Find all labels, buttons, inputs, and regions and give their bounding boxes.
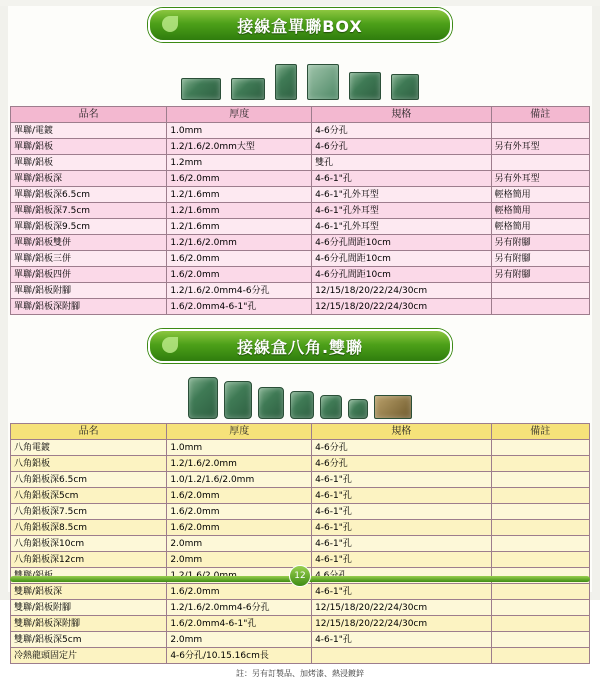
cell-remark: 另有附腳 — [491, 235, 589, 251]
cell-spec: 4-6分孔間距10cm — [312, 251, 491, 267]
product-photo — [320, 395, 342, 419]
cell-thickness: 1.6/2.0mm — [167, 520, 312, 536]
table-row — [11, 139, 590, 155]
cell-spec: 4-6-1"孔 — [312, 584, 491, 600]
cell-remark — [491, 440, 589, 456]
cell-remark — [491, 504, 589, 520]
cell-spec: 4-6-1"孔 — [312, 488, 491, 504]
cell-name: 單聯/電鍍 — [11, 123, 167, 139]
product-photo — [348, 399, 368, 419]
cell-remark — [491, 520, 589, 536]
section-banner-2 — [148, 329, 452, 363]
cell-spec: 4-6-1"孔 — [312, 504, 491, 520]
table-row — [11, 488, 590, 504]
cell-remark — [491, 283, 589, 299]
cell-thickness: 4-6分孔/10.15.16cm長 — [167, 648, 312, 664]
product-photo — [181, 78, 221, 100]
column-header-remark: 備註 — [491, 107, 589, 123]
cell-spec: 12/15/18/20/22/24/30cm — [312, 283, 491, 299]
cell-thickness: 1.6/2.0mm4-6-1"孔 — [167, 616, 312, 632]
page-footer-bar — [10, 566, 590, 586]
cell-thickness: 1.2/1.6mm — [167, 219, 312, 235]
column-header-name: 品名 — [11, 107, 167, 123]
cell-spec: 12/15/18/20/22/24/30cm — [312, 616, 491, 632]
cell-spec: 4-6-1"孔 — [312, 472, 491, 488]
cell-name: 八角電鍍 — [11, 440, 167, 456]
column-header-remark: 備註 — [491, 424, 589, 440]
page-number: 12 — [289, 565, 311, 587]
cell-name: 八角鋁板深6.5cm — [11, 472, 167, 488]
cell-spec: 4-6分孔 — [312, 456, 491, 472]
product-photo-strip-2 — [10, 371, 590, 419]
table-row — [11, 235, 590, 251]
cell-spec: 4-6-1"孔 — [312, 632, 491, 648]
cell-thickness: 1.2mm — [167, 155, 312, 171]
cell-thickness: 2.0mm — [167, 632, 312, 648]
column-header-thickness: 厚度 — [167, 107, 312, 123]
cell-name: 雙聯/鋁板附腳 — [11, 600, 167, 616]
column-header-spec: 規格 — [312, 107, 491, 123]
table-header-row — [11, 424, 590, 440]
column-header-thickness: 厚度 — [167, 424, 312, 440]
table-row — [11, 267, 590, 283]
table-row — [11, 632, 590, 648]
cell-thickness: 1.6/2.0mm — [167, 504, 312, 520]
table-row — [11, 504, 590, 520]
cell-thickness: 1.6/2.0mm — [167, 267, 312, 283]
cell-name: 冷熱龍頭固定片 — [11, 648, 167, 664]
cell-thickness: 1.6/2.0mm — [167, 251, 312, 267]
cell-remark: 另有外耳型 — [491, 139, 589, 155]
table-row — [11, 440, 590, 456]
cell-remark: 輕格簡用 — [491, 219, 589, 235]
cell-spec: 4-6分孔 — [312, 123, 491, 139]
table-header-row — [11, 107, 590, 123]
cell-thickness: 1.0/1.2/1.6/2.0mm — [167, 472, 312, 488]
product-photo — [290, 391, 314, 419]
table-row — [11, 616, 590, 632]
cell-remark — [491, 536, 589, 552]
cell-remark: 另有附腳 — [491, 267, 589, 283]
product-photo-strip-1 — [10, 50, 590, 100]
cell-thickness: 1.2/1.6mm — [167, 187, 312, 203]
spec-table-1 — [10, 106, 590, 315]
cell-remark: 輕格簡用 — [491, 203, 589, 219]
cell-remark — [491, 456, 589, 472]
cell-name: 單聯/鋁板深6.5cm — [11, 187, 167, 203]
product-photo — [275, 64, 297, 100]
cell-name: 單聯/鋁板三併 — [11, 251, 167, 267]
cell-spec: 4-6-1"孔外耳型 — [312, 203, 491, 219]
cell-name: 八角鋁板深7.5cm — [11, 504, 167, 520]
cell-thickness: 2.0mm — [167, 536, 312, 552]
cell-thickness: 1.6/2.0mm — [167, 488, 312, 504]
table-row — [11, 648, 590, 664]
column-header-name: 品名 — [11, 424, 167, 440]
cell-name: 雙聯/鋁板深5cm — [11, 632, 167, 648]
cell-remark — [491, 472, 589, 488]
table-row — [11, 219, 590, 235]
cell-name: 單聯/鋁板四併 — [11, 267, 167, 283]
cell-spec: 4-6分孔間距10cm — [312, 235, 491, 251]
cell-name: 八角鋁板深10cm — [11, 536, 167, 552]
leaf-icon — [162, 16, 178, 32]
cell-spec: 12/15/18/20/22/24/30cm — [312, 299, 491, 315]
cell-remark — [491, 123, 589, 139]
cell-name: 八角鋁板 — [11, 456, 167, 472]
cell-name: 八角鋁板深12cm — [11, 552, 167, 568]
cell-spec: 4-6-1"孔外耳型 — [312, 219, 491, 235]
cell-thickness: 1.2/1.6/2.0mm — [167, 235, 312, 251]
cell-remark: 另有外耳型 — [491, 171, 589, 187]
cell-thickness: 1.2/1.6/2.0mm — [167, 456, 312, 472]
cell-name: 單聯/鋁板深7.5cm — [11, 203, 167, 219]
cell-name: 單聯/鋁板附腳 — [11, 283, 167, 299]
cell-spec: 4-6-1"孔外耳型 — [312, 187, 491, 203]
table-row — [11, 283, 590, 299]
cell-spec: 4-6分孔 — [312, 440, 491, 456]
cell-thickness: 1.6/2.0mm — [167, 171, 312, 187]
cell-name: 單聯/鋁板 — [11, 155, 167, 171]
cell-thickness: 1.0mm — [167, 123, 312, 139]
product-photo — [224, 381, 252, 419]
table-row — [11, 251, 590, 267]
cell-name: 雙聯/鋁板深 — [11, 584, 167, 600]
product-photo — [391, 74, 419, 100]
cell-thickness: 1.6/2.0mm — [167, 584, 312, 600]
cell-spec: 12/15/18/20/22/24/30cm — [312, 600, 491, 616]
cell-name: 單聯/鋁板深9.5cm — [11, 219, 167, 235]
product-photo — [307, 64, 339, 100]
table-row — [11, 171, 590, 187]
cell-spec: 4-6-1"孔 — [312, 520, 491, 536]
cell-remark: 另有附腳 — [491, 251, 589, 267]
table-row — [11, 520, 590, 536]
cell-spec: 4-6-1"孔 — [312, 552, 491, 568]
cell-remark — [491, 632, 589, 648]
page-edge-top — [0, 0, 600, 6]
cell-remark — [491, 299, 589, 315]
cell-name: 單聯/鋁板雙併 — [11, 235, 167, 251]
leaf-icon — [162, 337, 178, 353]
table-row — [11, 299, 590, 315]
footnote: 註：另有訂製品、加烤漆、熱浸鍍鋅 — [236, 669, 364, 678]
cell-thickness: 2.0mm — [167, 552, 312, 568]
cell-spec: 雙孔 — [312, 155, 491, 171]
table-row — [11, 456, 590, 472]
cell-name: 八角鋁板深8.5cm — [11, 520, 167, 536]
spec-table-2 — [10, 423, 590, 664]
cell-spec: 4-6分孔間距10cm — [312, 267, 491, 283]
cell-remark — [491, 600, 589, 616]
section-title-1: 接線盒單聯BOX — [237, 16, 363, 36]
section-banner-1 — [148, 8, 452, 42]
table-row — [11, 123, 590, 139]
cell-thickness: 1.2/1.6mm — [167, 203, 312, 219]
column-header-spec: 規格 — [312, 424, 491, 440]
cell-thickness: 1.2/1.6/2.0mm4-6分孔 — [167, 600, 312, 616]
cell-name: 八角鋁板深5cm — [11, 488, 167, 504]
product-photo — [188, 377, 218, 419]
cell-spec: 4-6-1"孔 — [312, 171, 491, 187]
cell-remark: 輕格簡用 — [491, 187, 589, 203]
cell-spec: 4-6-1"孔 — [312, 536, 491, 552]
product-photo — [258, 387, 284, 419]
cell-name: 雙聯/鋁板深附腳 — [11, 616, 167, 632]
cell-thickness: 1.2/1.6/2.0mm4-6分孔 — [167, 283, 312, 299]
table-row — [11, 155, 590, 171]
page-edge-left — [0, 0, 8, 600]
cell-name: 單聯/鋁板 — [11, 139, 167, 155]
cell-remark — [491, 616, 589, 632]
table-row — [11, 472, 590, 488]
cell-remark — [491, 648, 589, 664]
cell-remark — [491, 488, 589, 504]
product-photo — [374, 395, 412, 419]
cell-spec — [312, 648, 491, 664]
cell-thickness: 1.0mm — [167, 440, 312, 456]
cell-name: 單聯/鋁板深附腳 — [11, 299, 167, 315]
page-edge-right — [592, 0, 600, 600]
cell-remark — [491, 155, 589, 171]
cell-spec: 4-6分孔 — [312, 139, 491, 155]
table-row — [11, 600, 590, 616]
cell-thickness: 1.6/2.0mm4-6-1"孔 — [167, 299, 312, 315]
page-content — [10, 8, 590, 678]
table-row — [11, 536, 590, 552]
cell-name: 單聯/鋁板深 — [11, 171, 167, 187]
table-row — [11, 187, 590, 203]
table-row — [11, 203, 590, 219]
product-photo — [231, 78, 265, 100]
product-photo — [349, 72, 381, 100]
cell-thickness: 1.2/1.6/2.0mm大型 — [167, 139, 312, 155]
section-title-2: 接線盒八角.雙聯 — [236, 337, 364, 357]
